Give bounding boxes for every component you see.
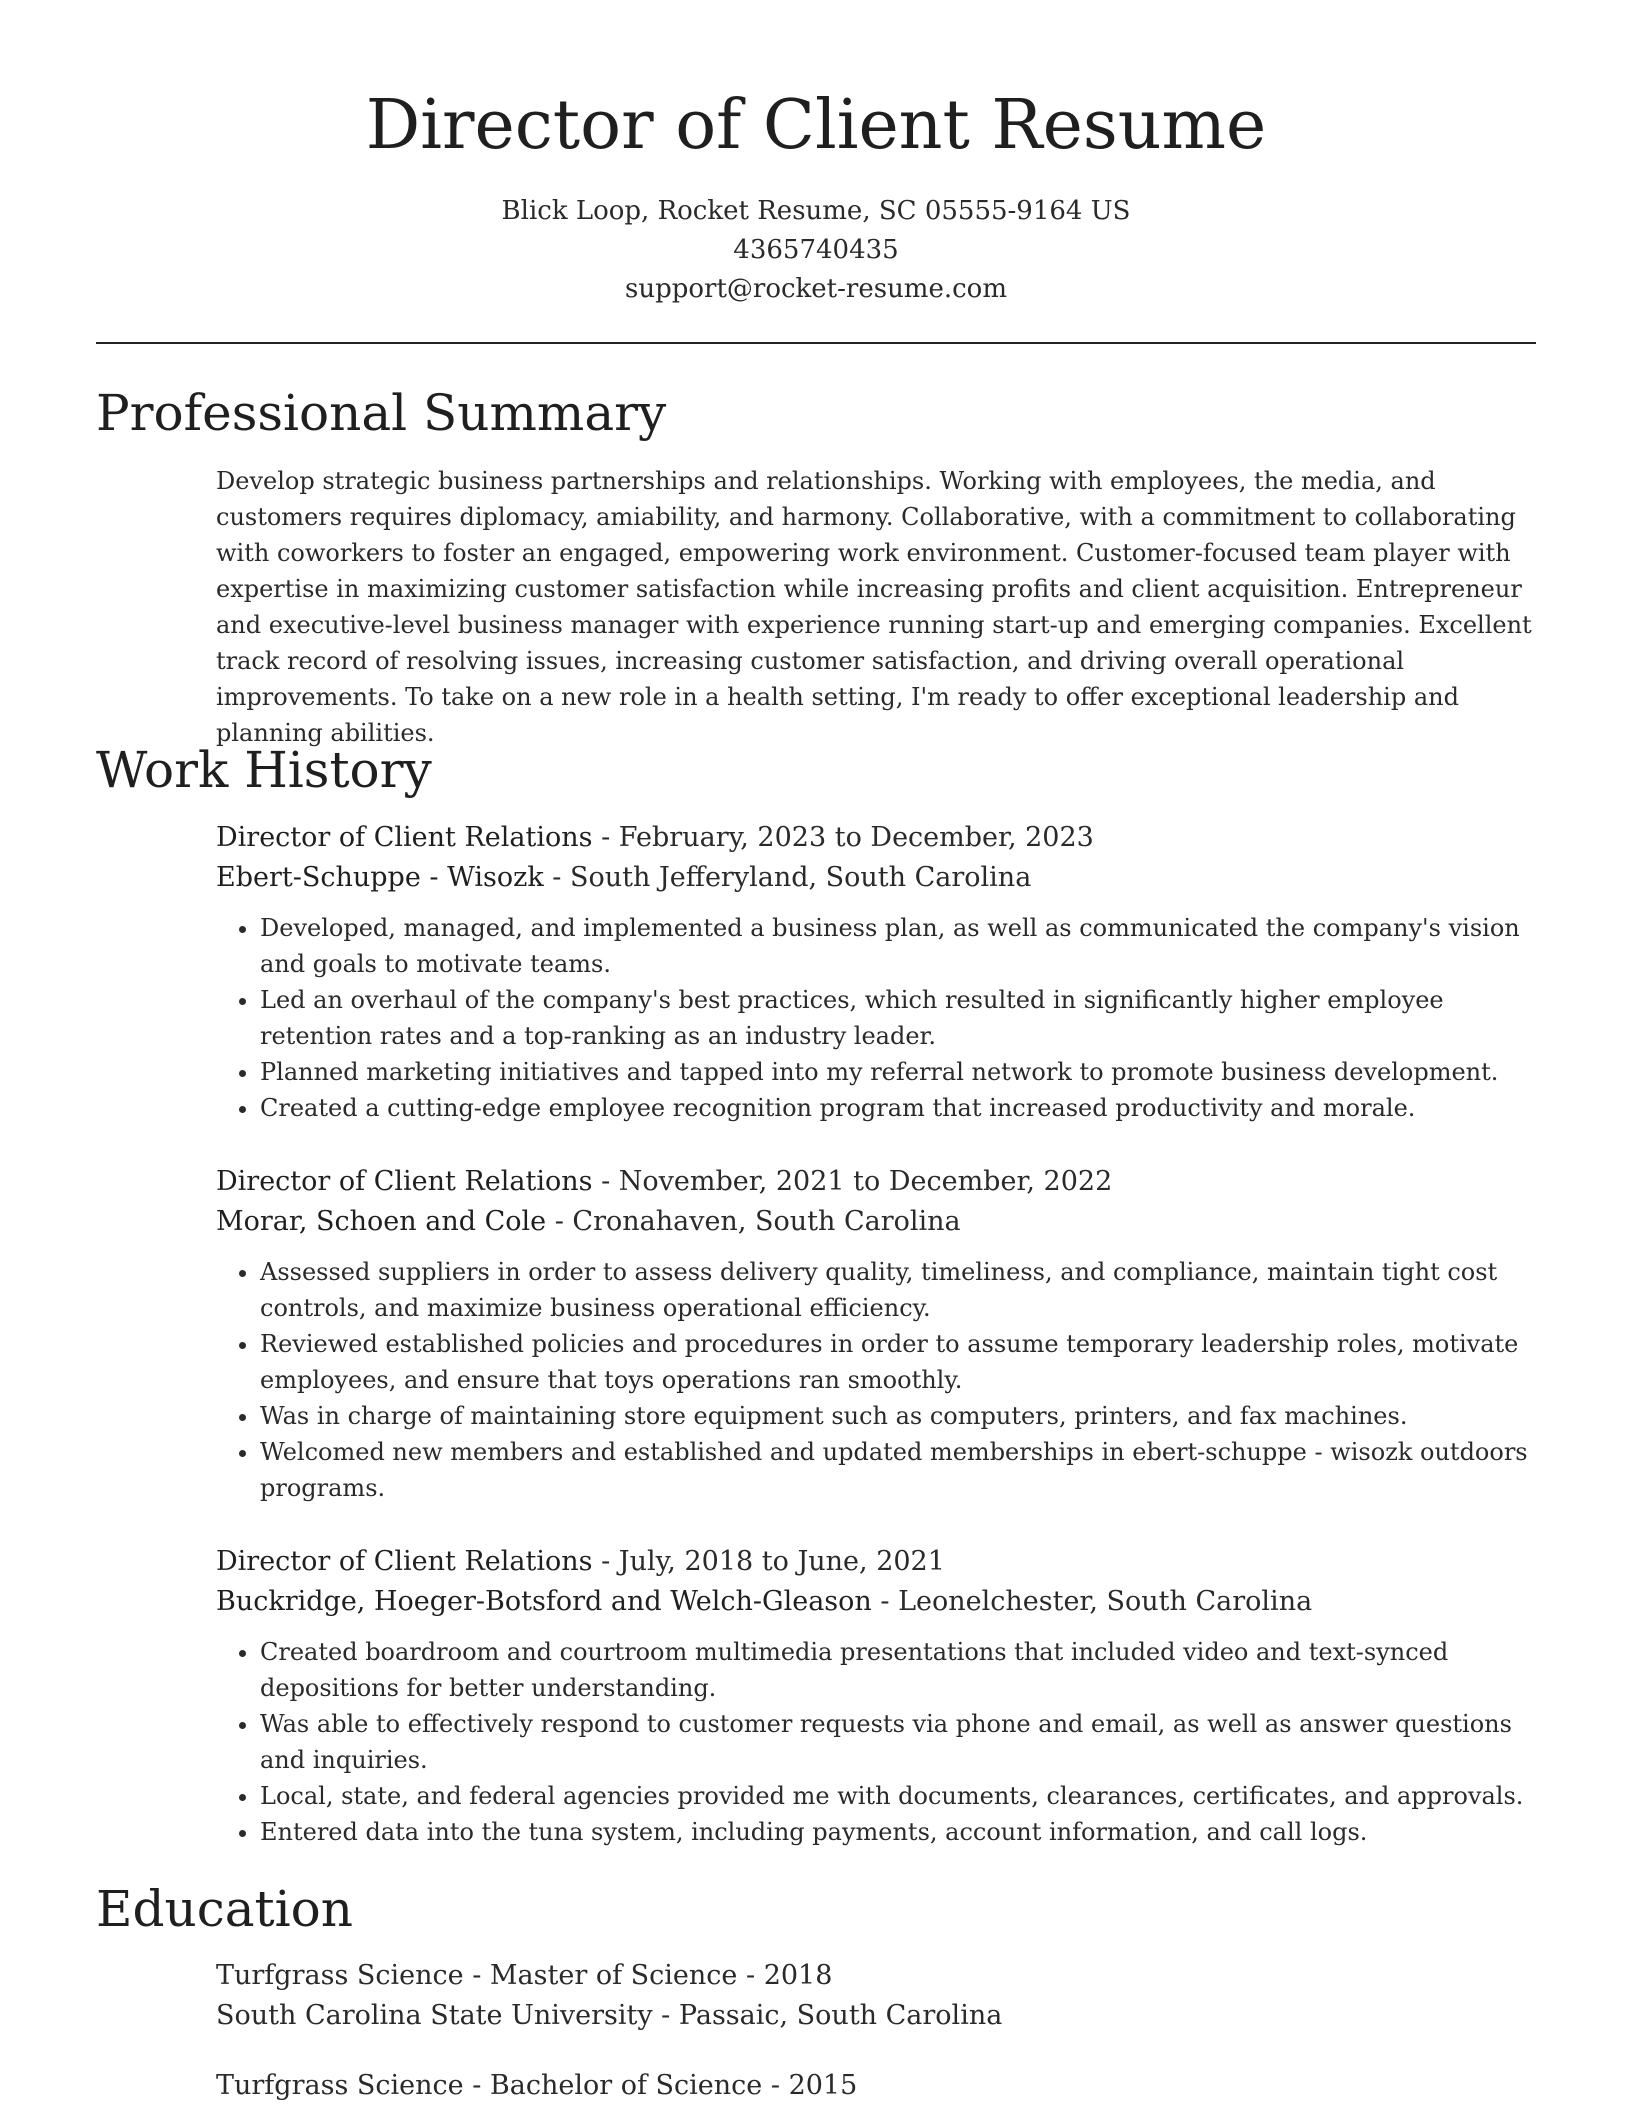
education-entry xyxy=(216,1956,1541,2036)
education-separator: - xyxy=(463,1960,490,1991)
education-year: 2015 xyxy=(788,2070,858,2101)
contact-info xyxy=(0,192,1632,309)
education-field: Turfgrass Science xyxy=(216,2070,464,2101)
job-title-line xyxy=(216,1162,1541,1202)
job-entry xyxy=(216,1162,1541,1506)
job-company-line xyxy=(216,1202,1541,1242)
job-entry xyxy=(216,818,1541,1126)
list-item: • Entered data into the tuna system, including payments, account information, and call logs. xyxy=(260,1814,1541,1850)
education-separator: - xyxy=(652,2000,679,2031)
job-company-line xyxy=(216,1582,1541,1622)
resume-title: Director of Client Resume xyxy=(365,86,1267,165)
header-divider xyxy=(96,342,1536,344)
list-item: • Was in charge of maintaining store equipment such as computers, printers, and fax machines. xyxy=(260,1398,1541,1434)
list-item: • Developed, managed, and implemented a business plan, as well as communicated the company's vision and goals to motivate teams. xyxy=(260,910,1541,982)
job-title-line xyxy=(216,1542,1541,1582)
list-item: • Reviewed established policies and procedures in order to assume temporary leadership roles, motivate employees, and ensure that toys operations ran smoothly. xyxy=(260,1326,1541,1398)
job-bullets xyxy=(216,910,1541,1126)
job-title-line xyxy=(216,818,1541,858)
education-degree-line xyxy=(216,2066,1541,2106)
job-dates: February, 2023 to December, 2023 xyxy=(618,822,1094,853)
contact-phone: 4365740435 xyxy=(733,235,899,265)
list-item: • Created boardroom and courtroom multimedia presentations that included video and text-synced depositions for better understanding. xyxy=(260,1634,1541,1706)
education-degree-line xyxy=(216,1956,1541,1996)
list-item: • Local, state, and federal agencies provided me with documents, clearances, certificates, and approvals. xyxy=(260,1778,1541,1814)
job-company: Ebert-Schuppe - Wisozk xyxy=(216,862,544,893)
job-title: Director of Client Relations xyxy=(216,822,593,853)
job-bullets xyxy=(216,1634,1541,1850)
job-title: Director of Client Relations xyxy=(216,1546,593,1577)
job-location: South Jefferyland, South Carolina xyxy=(570,862,1032,893)
job-separator: - xyxy=(592,1166,619,1197)
education-year: 2018 xyxy=(763,1960,833,1991)
job-location: Cronahaven, South Carolina xyxy=(572,1206,961,1237)
education-entry xyxy=(216,2066,1541,2106)
job-dates: November, 2021 to December, 2022 xyxy=(618,1166,1113,1197)
job-separator: - xyxy=(543,862,570,893)
education-degree: Master of Science xyxy=(489,1960,738,1991)
job-entry xyxy=(216,1542,1541,1850)
education-field: Turfgrass Science xyxy=(216,1960,464,1991)
list-item: • Welcomed new members and established and updated memberships in ebert-schuppe - wisozk outdoors programs. xyxy=(260,1434,1541,1506)
job-company: Morar, Schoen and Cole xyxy=(216,1206,547,1237)
education-school-line xyxy=(216,1996,1541,2036)
job-title: Director of Client Relations xyxy=(216,1166,593,1197)
job-company-line xyxy=(216,858,1541,898)
list-item: • Assessed suppliers in order to assess delivery quality, timeliness, and compliance, maintain tight cost controls, and maximize business operational efficiency. xyxy=(260,1254,1541,1326)
summary-text: Develop strategic business partnerships and relationships. Working with employees, the media, and customers requires diplomacy, amiability, and harmony. Collaborative, with a commitment to collaborating with coworkers to foster an engaged, empowering work environment. Customer-focused team player with expertise in maximizing customer satisfaction while increasing profits and client acquisition. Entrepreneur and executive-level business manager with experience running start-up and emerging companies. Excellent track record of resolving issues, increasing customer satisfaction, and driving overall operational improvements. To take on a new role in a health setting, I'm ready to offer exceptional leadership and planning abilities. xyxy=(216,467,1532,747)
job-separator: - xyxy=(592,822,619,853)
education-location: Passaic, South Carolina xyxy=(678,2000,1003,2031)
education-separator: - xyxy=(737,1960,764,1991)
summary-heading: Professional Summary xyxy=(96,384,667,442)
job-location: Leonelchester, South Carolina xyxy=(898,1586,1313,1617)
contact-email: support@rocket-resume.com xyxy=(624,274,1007,304)
education-separator: - xyxy=(463,2070,490,2101)
job-dates: July, 2018 to June, 2021 xyxy=(618,1546,945,1577)
education-degree: Bachelor of Science xyxy=(489,2070,763,2101)
job-company: Buckridge, Hoeger-Botsford and Welch-Gleason xyxy=(216,1586,872,1617)
contact-address: Blick Loop, Rocket Resume, SC 05555-9164 US xyxy=(501,196,1131,226)
list-item: • Created a cutting-edge employee recognition program that increased productivity and morale. xyxy=(260,1090,1541,1126)
job-separator: - xyxy=(592,1546,619,1577)
job-separator: - xyxy=(546,1206,573,1237)
education-heading: Education xyxy=(96,1880,353,1938)
education-school: South Carolina State University xyxy=(216,2000,653,2031)
work-history-heading: Work History xyxy=(96,741,432,799)
job-bullets xyxy=(216,1254,1541,1506)
list-item: • Was able to effectively respond to customer requests via phone and email, as well as answer questions and inquiries. xyxy=(260,1706,1541,1778)
education-separator: - xyxy=(762,2070,789,2101)
list-item: • Planned marketing initiatives and tapped into my referral network to promote business development. xyxy=(260,1054,1541,1090)
job-separator: - xyxy=(871,1586,899,1617)
list-item: • Led an overhaul of the company's best practices, which resulted in significantly higher employee retention rates and a top-ranking as an industry leader. xyxy=(260,982,1541,1054)
